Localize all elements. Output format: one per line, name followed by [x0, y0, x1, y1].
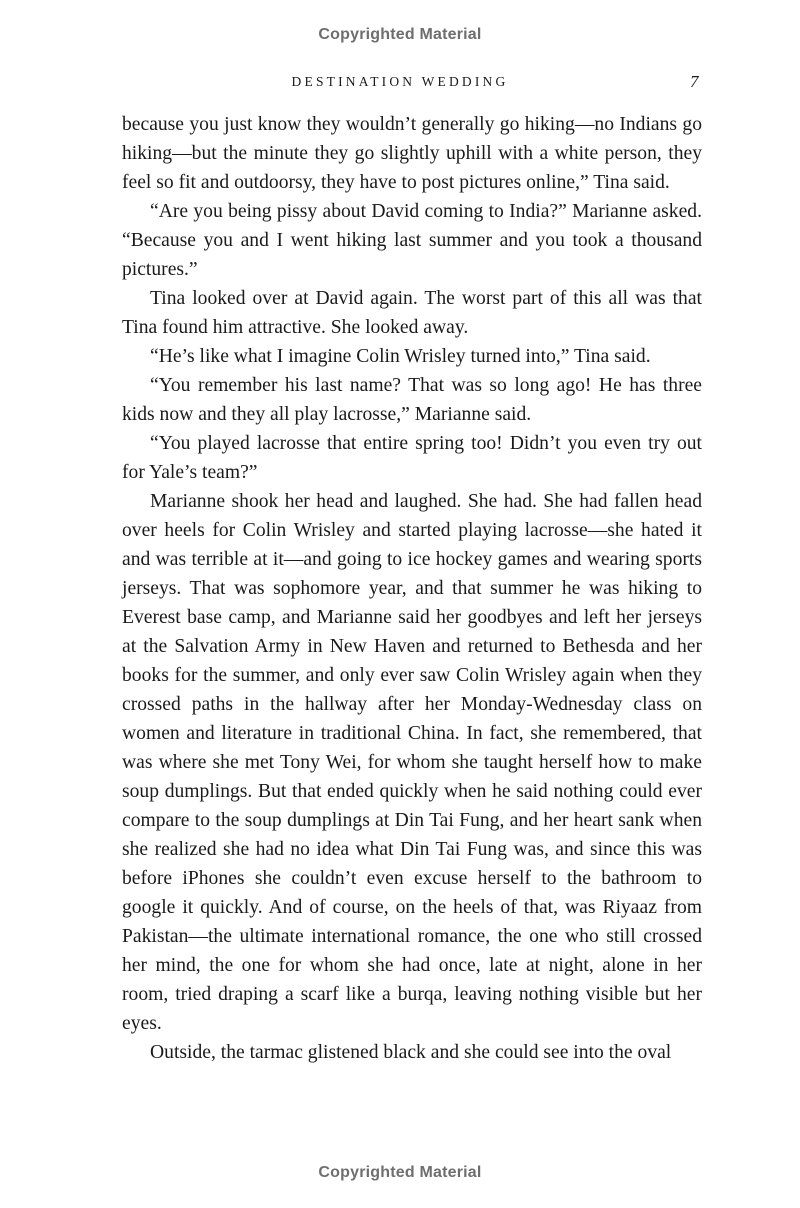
page-number: 7 [690, 72, 699, 91]
paragraph-7: Marianne shook her head and laughed. She had. She had fallen head over heels for Colin Wrisley and started playing lacrosse—she hated it and was terrible at it—and going to ice hockey games and wearing sports jerseys. That was sophomore year, and that summer he was hiking to Everest base camp, and Marianne said her goodbyes and left her jerseys at the Salvation Army in New Haven and returned to Bethesda and her books for the summer, and only ever saw Colin Wrisley again when they crossed paths in the hallway after her Monday-Wednesday class on women and literature in traditional China. In fact, she remembered, that was where she met Tony Wei, for whom she taught herself how to make soup dumplings. But that ended quickly when he said nothing could ever compare to the soup dumplings at Din Tai Fung, and her heart sank when she realized she had no idea what Din Tai Fung was, and since this was before iPhones she couldn’t even excuse herself to the bathroom to google it quickly. And of course, on the heels of that, was Riyaaz from Pakistan—the ultimate international romance, the one who still crossed her mind, the one for whom she had once, late at night, alone in her room, tried draping a scarf like a burqa, leaving nothing visible but her eyes. [122, 491, 702, 1034]
paragraph-3: Tina looked over at David again. The worst part of this all was that Tina found him attractive. She looked away. [122, 288, 702, 338]
body-text [122, 110, 702, 1067]
watermark-bottom: Copyrighted Material [318, 1164, 482, 1181]
paragraph-5: “You remember his last name? That was so long ago! He has three kids now and they all play lacrosse,” Marianne said. [122, 375, 702, 425]
paragraph-6: “You played lacrosse that entire spring too! Didn’t you even try out for Yale’s team?” [122, 433, 702, 483]
paragraph-8: Outside, the tarmac glistened black and she could see into the oval [150, 1042, 672, 1063]
watermark-top: Copyrighted Material [318, 26, 482, 43]
paragraph-4: “He’s like what I imagine Colin Wrisley turned into,” Tina said. [150, 346, 651, 367]
paragraph-2: “Are you being pissy about David coming to India?” Marianne asked. “Because you and I went hiking last summer and you took a thousand pictures.” [122, 201, 702, 280]
running-head: DESTINATION WEDDING [291, 74, 509, 89]
paragraph-1: because you just know they wouldn’t generally go hiking—no Indians go hiking—but the minute they go slightly uphill with a white person, they feel so fit and outdoorsy, they have to post pictures online,” Tina said. [122, 114, 702, 193]
